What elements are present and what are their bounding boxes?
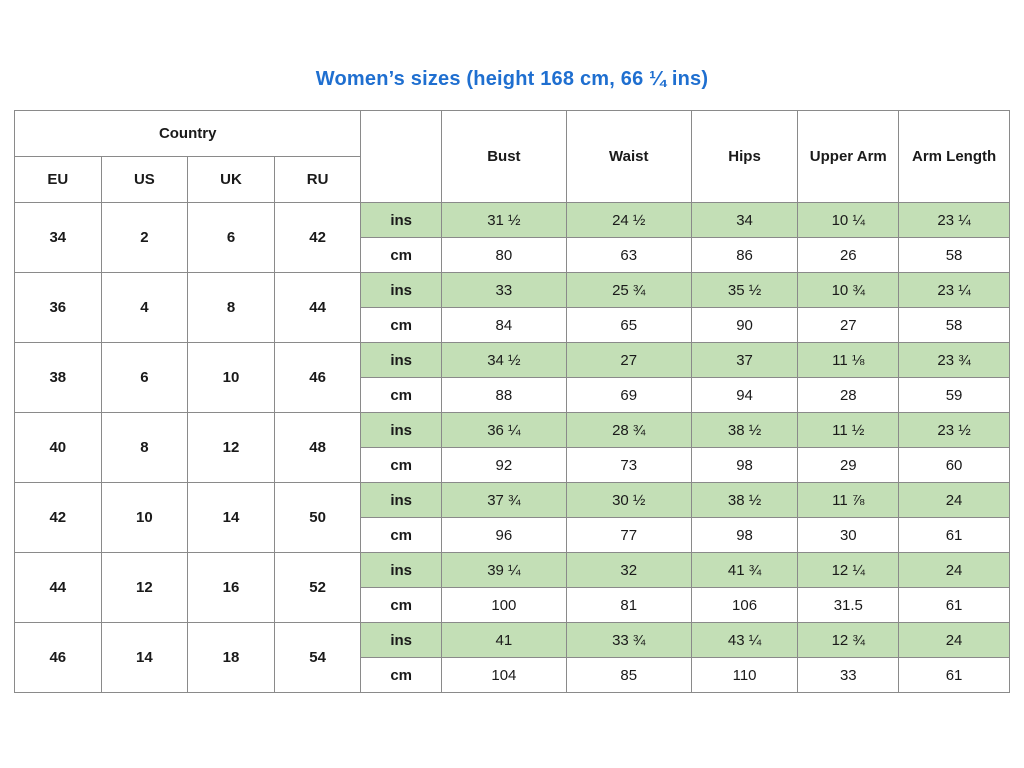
cell-bust-ins: 34 ½ <box>441 343 566 378</box>
table-row <box>15 483 1010 518</box>
cell-upper-arm-cm: 31.5 <box>798 588 899 623</box>
table-row <box>15 413 1010 448</box>
womens-size-table <box>14 110 1010 693</box>
cell-unit-ins: ins <box>361 343 442 378</box>
cell-us-size: 8 <box>101 413 188 483</box>
cell-waist-ins: 28 ¾ <box>566 413 691 448</box>
cell-eu-size: 42 <box>15 483 102 553</box>
cell-arm-length-cm: 58 <box>899 238 1010 273</box>
cell-waist-cm: 69 <box>566 378 691 413</box>
cell-eu-size: 46 <box>15 623 102 693</box>
header-hips: Hips <box>691 111 798 203</box>
header-eu: EU <box>15 157 102 203</box>
cell-upper-arm-cm: 30 <box>798 518 899 553</box>
cell-us-size: 6 <box>101 343 188 413</box>
cell-bust-ins: 33 <box>441 273 566 308</box>
cell-unit-cm: cm <box>361 238 442 273</box>
cell-upper-arm-ins: 11 ½ <box>798 413 899 448</box>
cell-unit-ins: ins <box>361 553 442 588</box>
cell-arm-length-ins: 23 ¾ <box>899 343 1010 378</box>
cell-upper-arm-ins: 11 ⅞ <box>798 483 899 518</box>
header-country-group: Country <box>15 111 361 157</box>
cell-upper-arm-cm: 26 <box>798 238 899 273</box>
cell-eu-size: 38 <box>15 343 102 413</box>
cell-bust-cm: 96 <box>441 518 566 553</box>
cell-waist-cm: 65 <box>566 308 691 343</box>
cell-bust-cm: 80 <box>441 238 566 273</box>
cell-hips-cm: 98 <box>691 448 798 483</box>
cell-hips-ins: 38 ½ <box>691 413 798 448</box>
cell-hips-ins: 37 <box>691 343 798 378</box>
cell-waist-cm: 73 <box>566 448 691 483</box>
cell-ru-size: 50 <box>274 483 361 553</box>
header-bust: Bust <box>441 111 566 203</box>
cell-unit-cm: cm <box>361 378 442 413</box>
cell-arm-length-cm: 58 <box>899 308 1010 343</box>
cell-arm-length-ins: 23 ¼ <box>899 273 1010 308</box>
cell-bust-ins: 41 <box>441 623 566 658</box>
cell-upper-arm-ins: 11 ⅛ <box>798 343 899 378</box>
header-us: US <box>101 157 188 203</box>
cell-ru-size: 44 <box>274 273 361 343</box>
cell-unit-ins: ins <box>361 413 442 448</box>
cell-unit-cm: cm <box>361 518 442 553</box>
cell-unit-ins: ins <box>361 483 442 518</box>
cell-upper-arm-cm: 29 <box>798 448 899 483</box>
cell-hips-cm: 106 <box>691 588 798 623</box>
cell-us-size: 4 <box>101 273 188 343</box>
cell-unit-cm: cm <box>361 658 442 693</box>
cell-upper-arm-ins: 12 ¾ <box>798 623 899 658</box>
cell-waist-ins: 33 ¾ <box>566 623 691 658</box>
cell-upper-arm-cm: 28 <box>798 378 899 413</box>
cell-uk-size: 8 <box>188 273 275 343</box>
cell-upper-arm-ins: 10 ¼ <box>798 203 899 238</box>
cell-arm-length-ins: 24 <box>899 483 1010 518</box>
cell-uk-size: 18 <box>188 623 275 693</box>
cell-us-size: 14 <box>101 623 188 693</box>
cell-uk-size: 6 <box>188 203 275 273</box>
cell-waist-ins: 32 <box>566 553 691 588</box>
header-arm-length: Arm Length <box>899 111 1010 203</box>
cell-hips-ins: 35 ½ <box>691 273 798 308</box>
cell-us-size: 12 <box>101 553 188 623</box>
cell-waist-ins: 27 <box>566 343 691 378</box>
cell-uk-size: 16 <box>188 553 275 623</box>
cell-eu-size: 44 <box>15 553 102 623</box>
cell-unit-cm: cm <box>361 588 442 623</box>
cell-bust-ins: 36 ¼ <box>441 413 566 448</box>
header-ru: RU <box>274 157 361 203</box>
cell-hips-ins: 34 <box>691 203 798 238</box>
cell-arm-length-cm: 61 <box>899 588 1010 623</box>
cell-arm-length-cm: 59 <box>899 378 1010 413</box>
cell-unit-cm: cm <box>361 448 442 483</box>
header-uk: UK <box>188 157 275 203</box>
cell-arm-length-cm: 61 <box>899 518 1010 553</box>
cell-hips-ins: 43 ¼ <box>691 623 798 658</box>
table-body <box>15 203 1010 693</box>
table-row <box>15 273 1010 308</box>
cell-upper-arm-cm: 27 <box>798 308 899 343</box>
table-row <box>15 623 1010 658</box>
cell-ru-size: 52 <box>274 553 361 623</box>
header-unit-blank <box>361 111 442 203</box>
cell-bust-cm: 100 <box>441 588 566 623</box>
table-row <box>15 203 1010 238</box>
table-row <box>15 343 1010 378</box>
cell-hips-cm: 98 <box>691 518 798 553</box>
cell-waist-ins: 30 ½ <box>566 483 691 518</box>
page-title: Women’s sizes (height 168 cm, 66 ¼ ins) <box>315 68 709 90</box>
cell-waist-cm: 63 <box>566 238 691 273</box>
cell-bust-ins: 37 ¾ <box>441 483 566 518</box>
header-waist: Waist <box>566 111 691 203</box>
cell-arm-length-ins: 23 ¼ <box>899 203 1010 238</box>
cell-bust-cm: 88 <box>441 378 566 413</box>
cell-arm-length-cm: 61 <box>899 658 1010 693</box>
cell-eu-size: 40 <box>15 413 102 483</box>
table-row <box>15 553 1010 588</box>
cell-bust-cm: 92 <box>441 448 566 483</box>
cell-waist-ins: 25 ¾ <box>566 273 691 308</box>
header-row-top <box>15 111 1010 157</box>
cell-eu-size: 36 <box>15 273 102 343</box>
cell-ru-size: 46 <box>274 343 361 413</box>
cell-waist-cm: 85 <box>566 658 691 693</box>
cell-uk-size: 10 <box>188 343 275 413</box>
cell-upper-arm-ins: 10 ¾ <box>798 273 899 308</box>
cell-unit-ins: ins <box>361 273 442 308</box>
cell-uk-size: 12 <box>188 413 275 483</box>
cell-hips-cm: 90 <box>691 308 798 343</box>
cell-unit-ins: ins <box>361 203 442 238</box>
cell-ru-size: 42 <box>274 203 361 273</box>
table-header <box>15 111 1010 203</box>
cell-unit-ins: ins <box>361 623 442 658</box>
cell-hips-ins: 41 ¾ <box>691 553 798 588</box>
cell-ru-size: 54 <box>274 623 361 693</box>
cell-hips-cm: 86 <box>691 238 798 273</box>
cell-bust-cm: 104 <box>441 658 566 693</box>
cell-arm-length-cm: 60 <box>899 448 1010 483</box>
cell-bust-ins: 31 ½ <box>441 203 566 238</box>
cell-hips-cm: 94 <box>691 378 798 413</box>
cell-us-size: 2 <box>101 203 188 273</box>
cell-upper-arm-ins: 12 ¼ <box>798 553 899 588</box>
cell-upper-arm-cm: 33 <box>798 658 899 693</box>
cell-ru-size: 48 <box>274 413 361 483</box>
cell-bust-ins: 39 ¼ <box>441 553 566 588</box>
cell-arm-length-ins: 24 <box>899 553 1010 588</box>
cell-waist-cm: 81 <box>566 588 691 623</box>
cell-eu-size: 34 <box>15 203 102 273</box>
cell-us-size: 10 <box>101 483 188 553</box>
cell-arm-length-ins: 23 ½ <box>899 413 1010 448</box>
cell-waist-ins: 24 ½ <box>566 203 691 238</box>
cell-unit-cm: cm <box>361 308 442 343</box>
cell-waist-cm: 77 <box>566 518 691 553</box>
cell-hips-cm: 110 <box>691 658 798 693</box>
cell-bust-cm: 84 <box>441 308 566 343</box>
cell-arm-length-ins: 24 <box>899 623 1010 658</box>
cell-hips-ins: 38 ½ <box>691 483 798 518</box>
header-upper-arm: Upper Arm <box>798 111 899 203</box>
cell-uk-size: 14 <box>188 483 275 553</box>
